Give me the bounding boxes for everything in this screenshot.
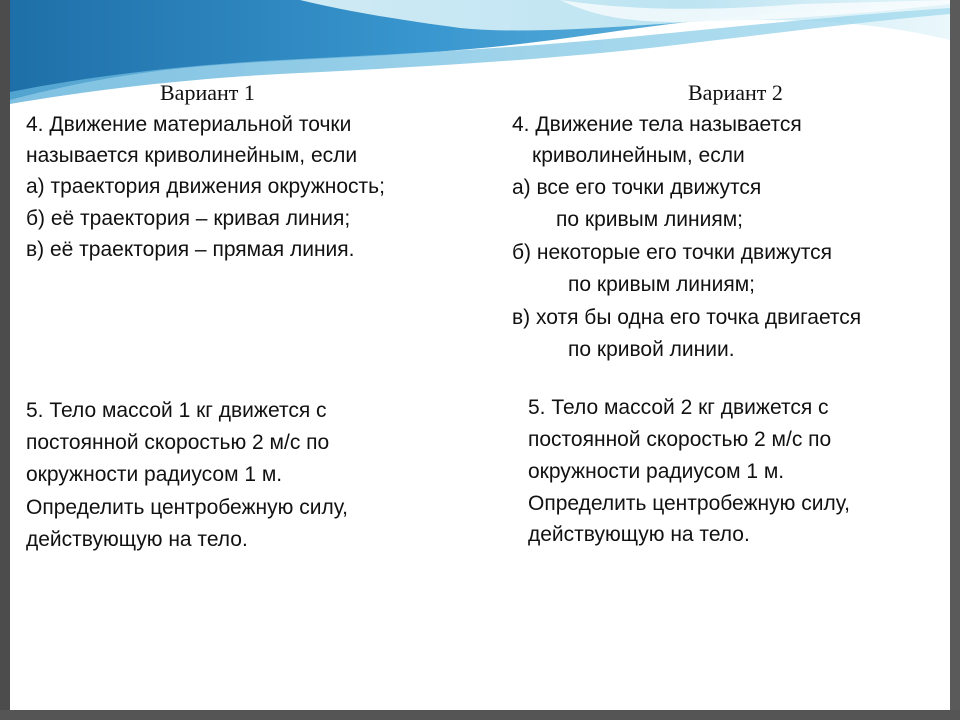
variant2-q4-option-a: а) все его точки движутся	[512, 176, 762, 199]
slide-frame-right	[950, 0, 960, 720]
variant2-q4-option-b: б) некоторые его точки движутся	[512, 241, 832, 264]
variant1-title: Вариант 1	[160, 80, 255, 105]
variant1-q5-line: 5. Тело массой 1 кг движется с	[26, 399, 327, 422]
variant2-q5-line: 5. Тело массой 2 кг движется с	[528, 396, 829, 419]
variant2-q4-line: криволинейным, если	[532, 144, 745, 167]
variant2-q4-option-b-cont: по кривым линиям;	[568, 273, 755, 296]
variant2-q5-line: действующую на тело.	[528, 523, 750, 546]
variant1-q5-line: действующую на тело.	[26, 528, 248, 551]
variant1-q5-line: постоянной скоростью 2 м/с по	[26, 431, 330, 454]
variant1-q4-line: 4. Движение материальной точки	[26, 113, 352, 136]
variant1-q4-option-a: а) траектория движения окружность;	[26, 175, 385, 198]
slide-frame-bottom	[0, 710, 960, 720]
variant2-q4-option-c: в) хотя бы одна его точка двигается	[512, 306, 862, 329]
variant2-title: Вариант 2	[688, 80, 783, 105]
variant2-q4-option-c-cont: по кривой линии.	[568, 338, 735, 361]
variant1-q4-line: называется криволинейным, если	[26, 144, 358, 167]
variant1-q4-option-c: в) её траектория – прямая линия.	[26, 238, 355, 261]
variant1-q4-option-b: б) её траектория – кривая линия;	[26, 207, 351, 230]
variant1-q5-line: окружности радиусом 1 м.	[26, 463, 283, 486]
variant2-q4-line: 4. Движение тела называется	[512, 113, 802, 136]
variant1-q5-line: Определить центробежную силу,	[26, 496, 348, 519]
variant2-q5-line: постоянной скоростью 2 м/с по	[528, 428, 832, 451]
variant2-q4-option-a-cont: по кривым линиям;	[556, 208, 743, 231]
variant2-q5-line: окружности радиусом 1 м.	[528, 460, 785, 483]
variant2-q5-line: Определить центробежную силу,	[528, 492, 850, 515]
